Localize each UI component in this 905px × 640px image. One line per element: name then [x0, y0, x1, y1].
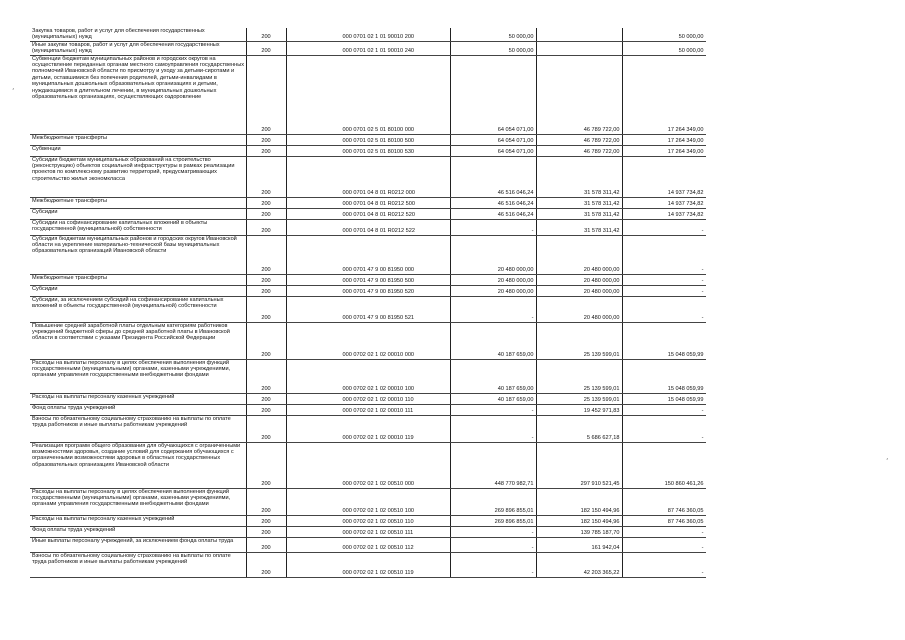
row-line-code: 200 — [246, 235, 286, 274]
row-executed-amount: 139 785 187,70 — [536, 526, 622, 537]
table-row — [30, 526, 706, 537]
row-executed-amount: 46 789 722,00 — [536, 134, 622, 145]
row-executed-amount: 182 150 494,96 — [536, 515, 622, 526]
row-executed-amount: 20 480 000,00 — [536, 296, 622, 322]
row-budget-classification-code: 000 0702 02 1 02 00510 000 — [286, 442, 450, 488]
row-executed-amount: 297 910 521,45 — [536, 442, 622, 488]
row-line-code: 200 — [246, 552, 286, 577]
table-row — [30, 537, 706, 552]
row-approved-amount: 46 516 046,24 — [450, 197, 536, 208]
row-description: Межбюджетные трансферты — [30, 197, 246, 208]
row-executed-amount — [536, 28, 622, 41]
row-description: Закупка товаров, работ и услуг для обеспечения государственных (муниципальных) нужд — [30, 28, 246, 41]
row-executed-amount: 31 578 311,42 — [536, 156, 622, 197]
table-row — [30, 219, 706, 235]
row-line-code: 200 — [246, 156, 286, 197]
row-unexecuted-amount: - — [622, 235, 706, 274]
row-line-code: 200 — [246, 197, 286, 208]
row-description: Фонд оплаты труда учреждений — [30, 526, 246, 537]
row-unexecuted-amount: - — [622, 526, 706, 537]
row-line-code: 200 — [246, 55, 286, 134]
row-approved-amount: - — [450, 415, 536, 442]
table-row — [30, 145, 706, 156]
row-approved-amount: - — [450, 526, 536, 537]
row-executed-amount: 161 942,04 — [536, 537, 622, 552]
budget-table — [30, 28, 706, 578]
scan-artifact-mark: , — [886, 452, 889, 461]
row-unexecuted-amount: - — [622, 537, 706, 552]
row-budget-classification-code: 000 0702 02 1 02 00510 119 — [286, 552, 450, 577]
row-description: Субсидии, за исключением субсидий на софинансирование капитальных вложений в объекты государственной (муниципальной) собственности — [30, 296, 246, 322]
row-description: Субсидии — [30, 208, 246, 219]
row-budget-classification-code: 000 0701 47 9 00 81950 500 — [286, 274, 450, 285]
row-budget-classification-code: 000 0701 04 8 01 R0212 520 — [286, 208, 450, 219]
row-approved-amount: - — [450, 537, 536, 552]
row-executed-amount: 20 480 000,00 — [536, 235, 622, 274]
table-row — [30, 442, 706, 488]
row-line-code: 200 — [246, 415, 286, 442]
row-description: Межбюджетные трансферты — [30, 274, 246, 285]
row-approved-amount: - — [450, 552, 536, 577]
table-row — [30, 552, 706, 577]
row-budget-classification-code: 000 0702 02 1 02 00510 100 — [286, 488, 450, 515]
table-row — [30, 28, 706, 41]
row-approved-amount: 269 896 855,01 — [450, 515, 536, 526]
row-unexecuted-amount: 50 000,00 — [622, 28, 706, 41]
row-line-code: 200 — [246, 393, 286, 404]
row-unexecuted-amount: 17 264 349,00 — [622, 134, 706, 145]
row-description: Субсидия бюджетам муниципальных районов и городских округов Ивановской области на укрепление материально-технической базы муниципальных образовательных организаций Ивановской области — [30, 235, 246, 274]
row-budget-classification-code: 000 0702 02 1 02 00510 112 — [286, 537, 450, 552]
row-budget-classification-code: 000 0702 02 1 02 00010 100 — [286, 359, 450, 393]
row-executed-amount: 31 578 311,42 — [536, 197, 622, 208]
table-row — [30, 41, 706, 55]
row-line-code: 200 — [246, 28, 286, 41]
row-executed-amount: 42 203 365,22 — [536, 552, 622, 577]
row-unexecuted-amount: 14 937 734,82 — [622, 197, 706, 208]
row-description: Фонд оплаты труда учреждений — [30, 404, 246, 415]
row-line-code: 200 — [246, 285, 286, 296]
row-line-code: 200 — [246, 488, 286, 515]
row-approved-amount: 20 480 000,00 — [450, 285, 536, 296]
row-description: Реализация программ общего образования для обучающихся с ограниченными возможностями здоровья, создание условий для содержания обучающихся с ограниченными возможностями здоровья в областных государственных образовательных организациях Ивановской области — [30, 442, 246, 488]
row-unexecuted-amount: - — [622, 274, 706, 285]
row-executed-amount: 46 789 722,00 — [536, 55, 622, 134]
row-description: Межбюджетные трансферты — [30, 134, 246, 145]
row-budget-classification-code: 000 0701 47 9 00 81950 000 — [286, 235, 450, 274]
row-description: Иные закупки товаров, работ и услуг для обеспечения государственных (муниципальных) нужд — [30, 41, 246, 55]
row-executed-amount: 25 139 599,01 — [536, 322, 622, 359]
row-approved-amount: - — [450, 296, 536, 322]
row-approved-amount: 20 480 000,00 — [450, 274, 536, 285]
row-budget-classification-code: 000 0701 04 8 01 R0212 522 — [286, 219, 450, 235]
row-unexecuted-amount: 15 048 059,99 — [622, 322, 706, 359]
row-budget-classification-code: 000 0701 02 5 01 80100 530 — [286, 145, 450, 156]
row-unexecuted-amount: - — [622, 415, 706, 442]
row-unexecuted-amount: 14 937 734,82 — [622, 208, 706, 219]
row-executed-amount: 20 480 000,00 — [536, 274, 622, 285]
table-row — [30, 134, 706, 145]
row-line-code: 200 — [246, 515, 286, 526]
row-line-code: 200 — [246, 145, 286, 156]
table-row — [30, 296, 706, 322]
row-approved-amount: 50 000,00 — [450, 28, 536, 41]
row-executed-amount: 46 789 722,00 — [536, 145, 622, 156]
row-line-code: 200 — [246, 219, 286, 235]
row-budget-classification-code: 000 0702 02 1 02 00010 111 — [286, 404, 450, 415]
table-row — [30, 55, 706, 134]
row-executed-amount: 31 578 311,42 — [536, 208, 622, 219]
row-line-code: 200 — [246, 208, 286, 219]
row-unexecuted-amount: - — [622, 296, 706, 322]
table-row — [30, 208, 706, 219]
row-budget-classification-code: 000 0702 02 1 02 00010 119 — [286, 415, 450, 442]
row-budget-classification-code: 000 0701 02 1 01 90010 200 — [286, 28, 450, 41]
row-approved-amount: 50 000,00 — [450, 41, 536, 55]
row-description: Повышение средней заработной платы отдельным категориям работников учреждений бюджетной сферы до средней заработной платы в Ивановской области в соответствии с указами Президента Российской Федерации — [30, 322, 246, 359]
budget-table-body — [30, 28, 706, 577]
row-approved-amount: 64 054 071,00 — [450, 55, 536, 134]
row-approved-amount: - — [450, 219, 536, 235]
row-budget-classification-code: 000 0702 02 1 02 00510 111 — [286, 526, 450, 537]
table-row — [30, 404, 706, 415]
row-unexecuted-amount: 14 937 734,82 — [622, 156, 706, 197]
row-budget-classification-code: 000 0701 04 8 01 R0212 000 — [286, 156, 450, 197]
row-unexecuted-amount: 17 264 349,00 — [622, 55, 706, 134]
row-budget-classification-code: 000 0702 02 1 02 00510 110 — [286, 515, 450, 526]
table-row — [30, 393, 706, 404]
row-description: Расходы на выплаты персоналу казенных учреждений — [30, 515, 246, 526]
row-budget-classification-code: 000 0701 47 9 00 81950 520 — [286, 285, 450, 296]
row-approved-amount: 64 054 071,00 — [450, 145, 536, 156]
table-row — [30, 156, 706, 197]
row-executed-amount: 5 686 627,18 — [536, 415, 622, 442]
row-description: Субсидии бюджетам муниципальных образований на строительство (реконструкцию) объектов социальной инфраструктуры в рамках реализации проектов по комплексному развитию территорий, предусматривающих строительство жилья экономкласса — [30, 156, 246, 197]
table-row — [30, 415, 706, 442]
row-description: Расходы на выплаты персоналу в целях обеспечения выполнения функций государственными (муниципальными) органами, казенными учреждениями, органами управления государственными внебюджетными фондами — [30, 488, 246, 515]
row-approved-amount: 448 770 982,71 — [450, 442, 536, 488]
row-budget-classification-code: 000 0702 02 1 02 00010 000 — [286, 322, 450, 359]
table-row — [30, 285, 706, 296]
row-approved-amount: 46 516 046,24 — [450, 208, 536, 219]
row-line-code: 200 — [246, 359, 286, 393]
row-line-code: 200 — [246, 322, 286, 359]
row-unexecuted-amount: - — [622, 552, 706, 577]
table-row — [30, 322, 706, 359]
row-budget-classification-code: 000 0701 02 5 01 80100 500 — [286, 134, 450, 145]
row-unexecuted-amount: - — [622, 219, 706, 235]
row-unexecuted-amount: 50 000,00 — [622, 41, 706, 55]
row-budget-classification-code: 000 0701 02 1 01 90010 240 — [286, 41, 450, 55]
row-line-code: 200 — [246, 442, 286, 488]
row-line-code: 200 — [246, 404, 286, 415]
row-line-code: 200 — [246, 274, 286, 285]
row-line-code: 200 — [246, 41, 286, 55]
table-row — [30, 515, 706, 526]
table-row — [30, 274, 706, 285]
row-approved-amount: 40 187 659,00 — [450, 393, 536, 404]
row-unexecuted-amount: 15 048 059,99 — [622, 393, 706, 404]
row-unexecuted-amount: - — [622, 404, 706, 415]
row-approved-amount: 269 896 855,01 — [450, 488, 536, 515]
row-unexecuted-amount: 87 746 360,05 — [622, 488, 706, 515]
row-unexecuted-amount: 150 860 461,26 — [622, 442, 706, 488]
budget-report-page — [30, 28, 706, 600]
row-executed-amount: 182 150 494,96 — [536, 488, 622, 515]
row-description: Субсидии — [30, 285, 246, 296]
row-description: Расходы на выплаты персоналу в целях обеспечения выполнения функций государственными (муниципальными) органами, казенными учреждениями, органами управления государственными внебюджетными фондами — [30, 359, 246, 393]
row-executed-amount: 25 139 599,01 — [536, 393, 622, 404]
row-approved-amount: 40 187 659,00 — [450, 359, 536, 393]
table-row — [30, 197, 706, 208]
row-description: Расходы на выплаты персоналу казенных учреждений — [30, 393, 246, 404]
row-budget-classification-code: 000 0701 02 5 01 80100 000 — [286, 55, 450, 134]
row-description: Субсидии на софинансирование капитальных вложений в объекты государственной (муниципальной) собственности — [30, 219, 246, 235]
scan-artifact-mark: , — [12, 82, 15, 91]
row-approved-amount: 20 480 000,00 — [450, 235, 536, 274]
table-row — [30, 235, 706, 274]
row-line-code: 200 — [246, 134, 286, 145]
row-line-code: 200 — [246, 537, 286, 552]
row-approved-amount: 46 516 046,24 — [450, 156, 536, 197]
row-line-code: 200 — [246, 526, 286, 537]
row-unexecuted-amount: - — [622, 285, 706, 296]
row-line-code: 200 — [246, 296, 286, 322]
row-description: Субвенции — [30, 145, 246, 156]
row-executed-amount: 19 452 971,83 — [536, 404, 622, 415]
row-executed-amount: 31 578 311,42 — [536, 219, 622, 235]
row-budget-classification-code: 000 0701 47 9 00 81950 521 — [286, 296, 450, 322]
row-budget-classification-code: 000 0702 02 1 02 00010 110 — [286, 393, 450, 404]
row-executed-amount: 25 139 599,01 — [536, 359, 622, 393]
table-row — [30, 488, 706, 515]
row-approved-amount: 40 187 659,00 — [450, 322, 536, 359]
row-executed-amount: 20 480 000,00 — [536, 285, 622, 296]
row-description: Взносы по обязательному социальному страхованию на выплаты по оплате труда работников и иные выплаты работникам учреждений — [30, 552, 246, 577]
row-description: Взносы по обязательному социальному страхованию на выплаты по оплате труда работников и иные выплаты работникам учреждений — [30, 415, 246, 442]
row-unexecuted-amount: 17 264 349,00 — [622, 145, 706, 156]
table-row — [30, 359, 706, 393]
row-approved-amount: 64 054 071,00 — [450, 134, 536, 145]
row-description: Иные выплаты персоналу учреждений, за исключением фонда оплаты труда — [30, 537, 246, 552]
row-unexecuted-amount: 87 746 360,05 — [622, 515, 706, 526]
row-budget-classification-code: 000 0701 04 8 01 R0212 500 — [286, 197, 450, 208]
row-unexecuted-amount: 15 048 059,99 — [622, 359, 706, 393]
row-approved-amount: - — [450, 404, 536, 415]
row-description: Субвенции бюджетам муниципальных районов и городских округов на осуществление переданных органам местного самоуправления государственных полномочий Ивановской области по присмотру и уходу за детьми-сиротами и детьми, оставшимися без попечения родителей, детьми-инвалидами в муниципальных дошкольных образовательных организациях и детьми, нуждающимися в длительном лечении, в муниципальных дошкольных образовательных организациях, осуществляющих оздоровление — [30, 55, 246, 134]
row-executed-amount — [536, 41, 622, 55]
